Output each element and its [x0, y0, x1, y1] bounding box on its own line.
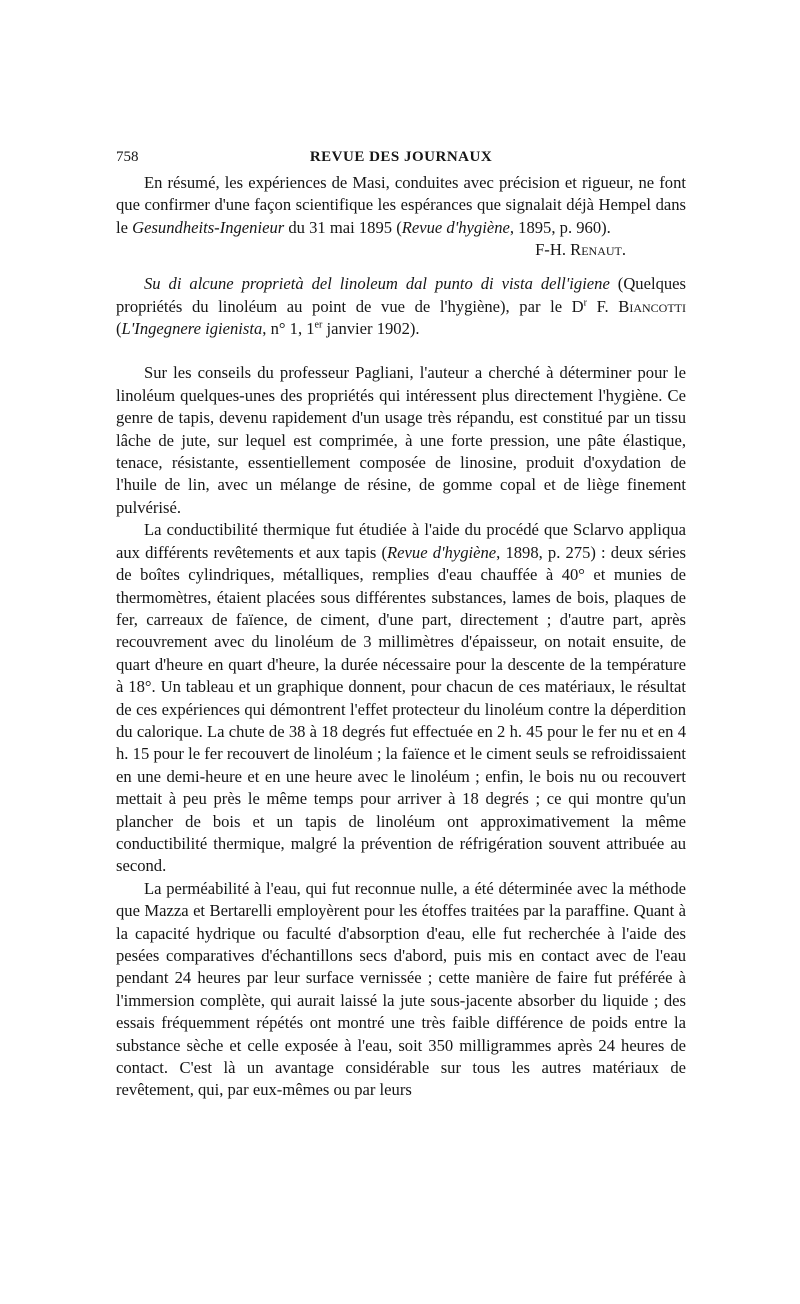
page-number: 758	[116, 149, 139, 165]
running-head: REVUE DES JOURNAUX	[309, 149, 493, 165]
author-signature: F-H. Renaut.	[535, 240, 626, 260]
article-body	[116, 362, 686, 1101]
article-title-italian: Su di alcune proprietà del linoleum dal punto di vista dell'igiene	[144, 274, 610, 294]
previous-article-conclusion: En résumé, les expériences de Masi, conduites avec précision et rigueur, ne font que confirmer d'une façon scientifique les espérances que signalait déjà Hempel dans le Gesundheits-Ingenieur du 31 mai 1895 (Revue d'hygiène, 1895, p. 960). F-H. Renaut.	[116, 172, 686, 239]
journal-name: Gesundheits-Ingenieur	[132, 217, 285, 237]
reference-journal: Revue d'hygiène	[401, 217, 510, 237]
article-title: Su di alcune proprietà del linoleum dal punto di vista dell'igiene (Quelques propriétés du linoléum au point de vue de l'hygiène), par le $D^r$ F. Biancotti (L'Ingegnere igienista, n° 1, 1er janvier 1902).	[116, 274, 686, 339]
body-paragraph: Sur les conseils du professeur Pagliani, l'auteur a cherché à déterminer pour le linoléum quelques-unes des propriétés qui intéressent plus directement l'hygiène. Ce genre de tapis, devenu rapidement d'un usage très répandu, est constitué par un tissu lâche de jute, sur lequel est comprimée, à une forte pression, une pâte élastique, tenace, résistante, essentiellement composée de linosine, produit d'oxydation de l'huile de lin, avec un mélange de résine, de gomme copal et de liège finement pulvérisé.	[116, 363, 686, 517]
page	[116, 146, 686, 1102]
source-journal: L'Ingegnere igienista	[121, 319, 263, 339]
page-header	[116, 146, 686, 172]
body-paragraph-permeability: La perméabilité à l'eau, qui fut reconnue nulle, a été déterminée avec la méthode que Mazza et Bertarelli employèrent pour les étoffes traitées par la paraffine. Quant à la capacité hydrique ou faculté d'absorption d'eau, elle fut recherchée à l'aide des pesées comparatives d'échantillons secs d'abord, puis mis en contact avec de l'eau pendant 24 heures par leur surface vernissée ; cette manière de faire fut préférée à l'immersion complète, qui aurait laissé la jute sous-jacente absorber du liquide ; des essais fréquemment répétés ont montré une très faible différence de poids entre la substance sèche et celle exposée à l'eau, soit 350 milligrammes après 24 heures de contact. C'est là un avantage considérable sur tous les autres matériaux de revêtement, qui, par eux-mêmes ou par leurs	[116, 878, 686, 1100]
body-paragraph-conductibility: La conductibilité thermique fut étudiée à l'aide du procédé que Sclarvo appliqua aux différents revêtements et aux tapis (Revue d'hygiène, 1898, p. 275) : deux séries de boîtes cylindriques, métalliques, remplies d'eau chauffée à 40° et munies de thermomètres, étaient placées sous différentes substances, lames de bois, plaques de fer, carreaux de faïence, de ciment, d'une part, directement ; d'autre part, après recouvrement avec du linoléum de 3 millimètres d'épaisseur, on notait ensuite, de quart d'heure en quart d'heure, la durée nécessaire pour la descente de la température à 18°. Un tableau et un graphique donnent, pour chacun de ces matériaux, le résultat de ces expériences qui démontrent l'effet protecteur du linoléum contre la déperdition du calorique. La chute de 38 à 18 degrés fut effectuée en 2 h. 45 pour le fer nu et en 4 h. 15 pour le fer recouvert de linoléum ; la faïence et le ciment seuls se refroidissaient en une demi-heure et en une heure avec le linoléum ; enfin, le bois nu ou recouvert mettait à peu près le même temps pour arriver à 18 degrés ; ce qui montre qu'un plancher de bois et un tapis de linoléum ont approximativement la même conductibilité thermique, malgré la prévention de réfrigération souvent attribuée au second.	[116, 520, 686, 876]
article-author: F. Biancotti	[587, 296, 686, 316]
article-heading	[116, 273, 686, 340]
